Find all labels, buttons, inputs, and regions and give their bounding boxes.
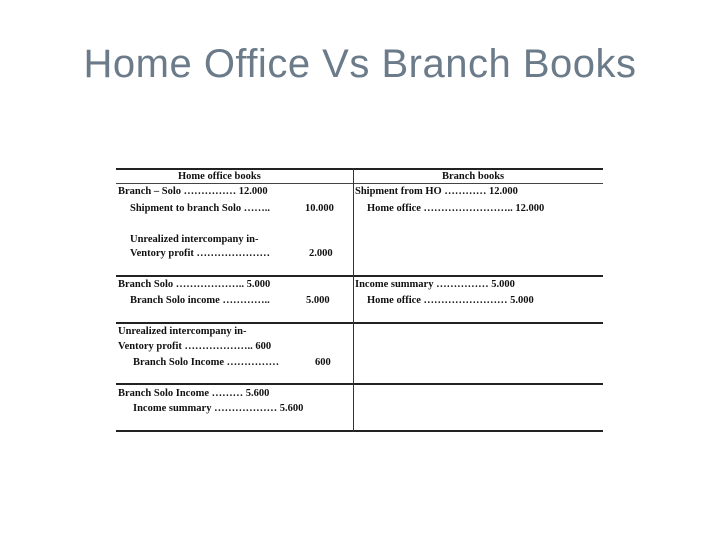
slide-title: Home Office Vs Branch Books	[83, 42, 637, 86]
entry3-home-line1: Unrealized intercompany in-	[118, 326, 247, 337]
entry1-home-credit-amount: 10.000	[305, 203, 334, 214]
branch-header: Branch books	[442, 171, 505, 182]
entry-rule-3	[116, 383, 603, 385]
entry-rule-1	[116, 275, 603, 277]
entry2-home-credit-account: Branch Solo income …………..	[130, 295, 270, 306]
table-bottom-rule	[116, 430, 603, 432]
entry1-home-extra-amount: 2.000	[309, 248, 333, 259]
header-rule	[116, 183, 603, 184]
entry1-home-credit-account: Shipment to branch Solo ……..	[130, 203, 271, 214]
entry2-branch-debit: Income summary …………… 5.000	[355, 279, 515, 290]
entry1-branch-credit: Home office …………………….. 12.000	[367, 203, 545, 214]
entry4-home-credit: Income summary ……………… 5.600	[133, 403, 304, 414]
entry3-home-credit-account: Branch Solo Income ……………	[133, 357, 280, 368]
entry3-home-line2: Ventory profit ……………….. 600	[118, 341, 272, 352]
entry2-home-credit-amount: 5.000	[306, 295, 330, 306]
table-top-rule	[116, 168, 603, 170]
entry1-home-extra-line1: Unrealized intercompany in-	[130, 234, 259, 245]
entry4-home-debit: Branch Solo Income ……… 5.600	[118, 388, 270, 399]
column-divider	[353, 168, 354, 432]
entry1-home-extra-line2: Ventory profit …………………	[130, 248, 270, 259]
entry-rule-2	[116, 322, 603, 324]
journal-table	[116, 168, 603, 432]
entry2-branch-credit: Home office …………………… 5.000	[367, 295, 534, 306]
entry1-home-debit: Branch – Solo …………… 12.000	[118, 186, 268, 197]
entry2-home-debit: Branch Solo ……………….. 5.000	[118, 279, 271, 290]
entry3-home-credit-amount: 600	[315, 357, 331, 368]
entry1-branch-debit: Shipment from HO ………… 12.000	[355, 186, 518, 197]
home-office-header: Home office books	[178, 171, 261, 182]
